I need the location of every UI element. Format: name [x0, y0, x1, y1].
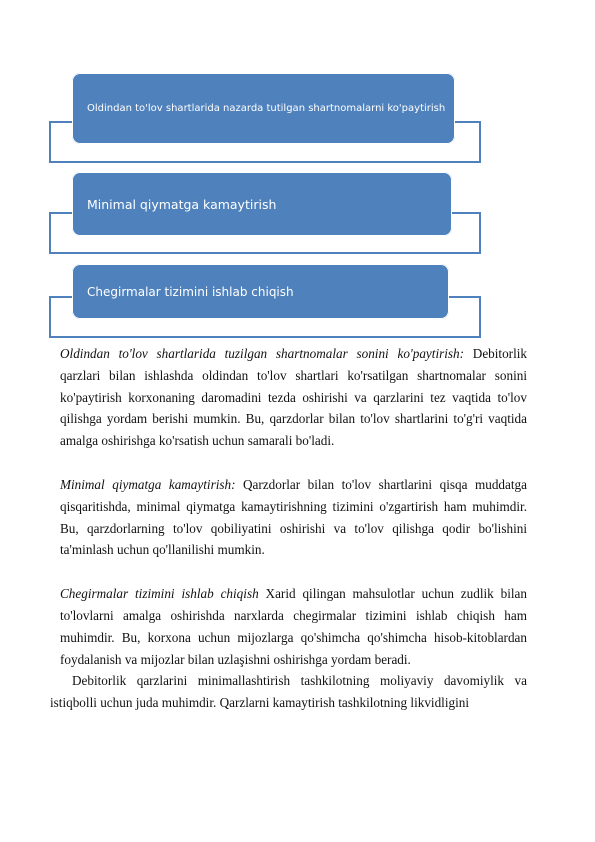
diagram-box-label: Chegirmalar tizimini ishlab chiqish [87, 284, 294, 299]
paragraph-body: Xarid qilingan mahsulotlar uchun zudlik bilan to'lovlarni amalga oshirishda narxlarda chegirmalar tizimini ishlab chiqish ham muhimdir. Bu, korxona uchun mijozlarga qo'shimcha qo'shimcha hisob-kitoblardan foydalanish va mijozlar bilan uzlaşishni oshirishga yordam beradi. [60, 586, 527, 667]
paragraph-title: Oldindan to'lov shartlarida tuzilgan shartnomalar sonini ko'paytirish: [60, 346, 465, 361]
document-body [50, 343, 527, 714]
diagram-box-label: Oldindan to'lov shartlarida nazarda tutilgan shartnomalarni ko'paytirish [87, 103, 446, 114]
paragraph-body: Qarzdorlar bilan to'lov shartlarini qisqa muddatga qisqaritishda, minimal qiymatga kamaytirishning tizimini o'zgartirish ham muhimdir. Bu, qarzdorlarning to'lov qobiliyatini oshirishi va to'lov qilishga qodir bo'lishini ta'minlash uchun qo'llanilishi mumkin. [60, 476, 527, 558]
diagram-box-minimal-value [72, 172, 452, 236]
diagram-box-discounts [72, 264, 449, 319]
diagram-box-prepayment [72, 73, 455, 144]
paragraph-minimal-value [50, 474, 527, 561]
paragraph-closing: Debitorlik qarzlarini minimallashtirish tashkilotning moliyaviy davomiylik va istiqbolli uchun juda muhimdir. Qarzlarni kamaytirish tashkilotning likvidligini [50, 673, 527, 711]
diagram-box-label: Minimal qiymatga kamaytirish [87, 196, 277, 212]
paragraph-title: Minimal qiymatga kamaytirish: [60, 476, 236, 492]
paragraph-body: Debitorlik qarzlari bilan ishlashda oldindan to'lov shartlari ko'rsatilgan shartnomalar sonini ko'paytirish korxonaning daromadini tezda oshirishi va qarzlarini tez vaqtida to'lov qilishga yordam berishi mumkin. Bu, qarzdorlar bilan to'lov shartlarini to'g'ri vaqtida amalga oshirishga ko'rsatish uchun samarali bo'ladi. [60, 346, 527, 449]
process-diagram [0, 0, 595, 340]
paragraph-discounts [50, 583, 527, 670]
paragraph-prepayment [50, 343, 527, 452]
paragraph-title: Chegirmalar tizimini ishlab chiqish [60, 586, 259, 602]
